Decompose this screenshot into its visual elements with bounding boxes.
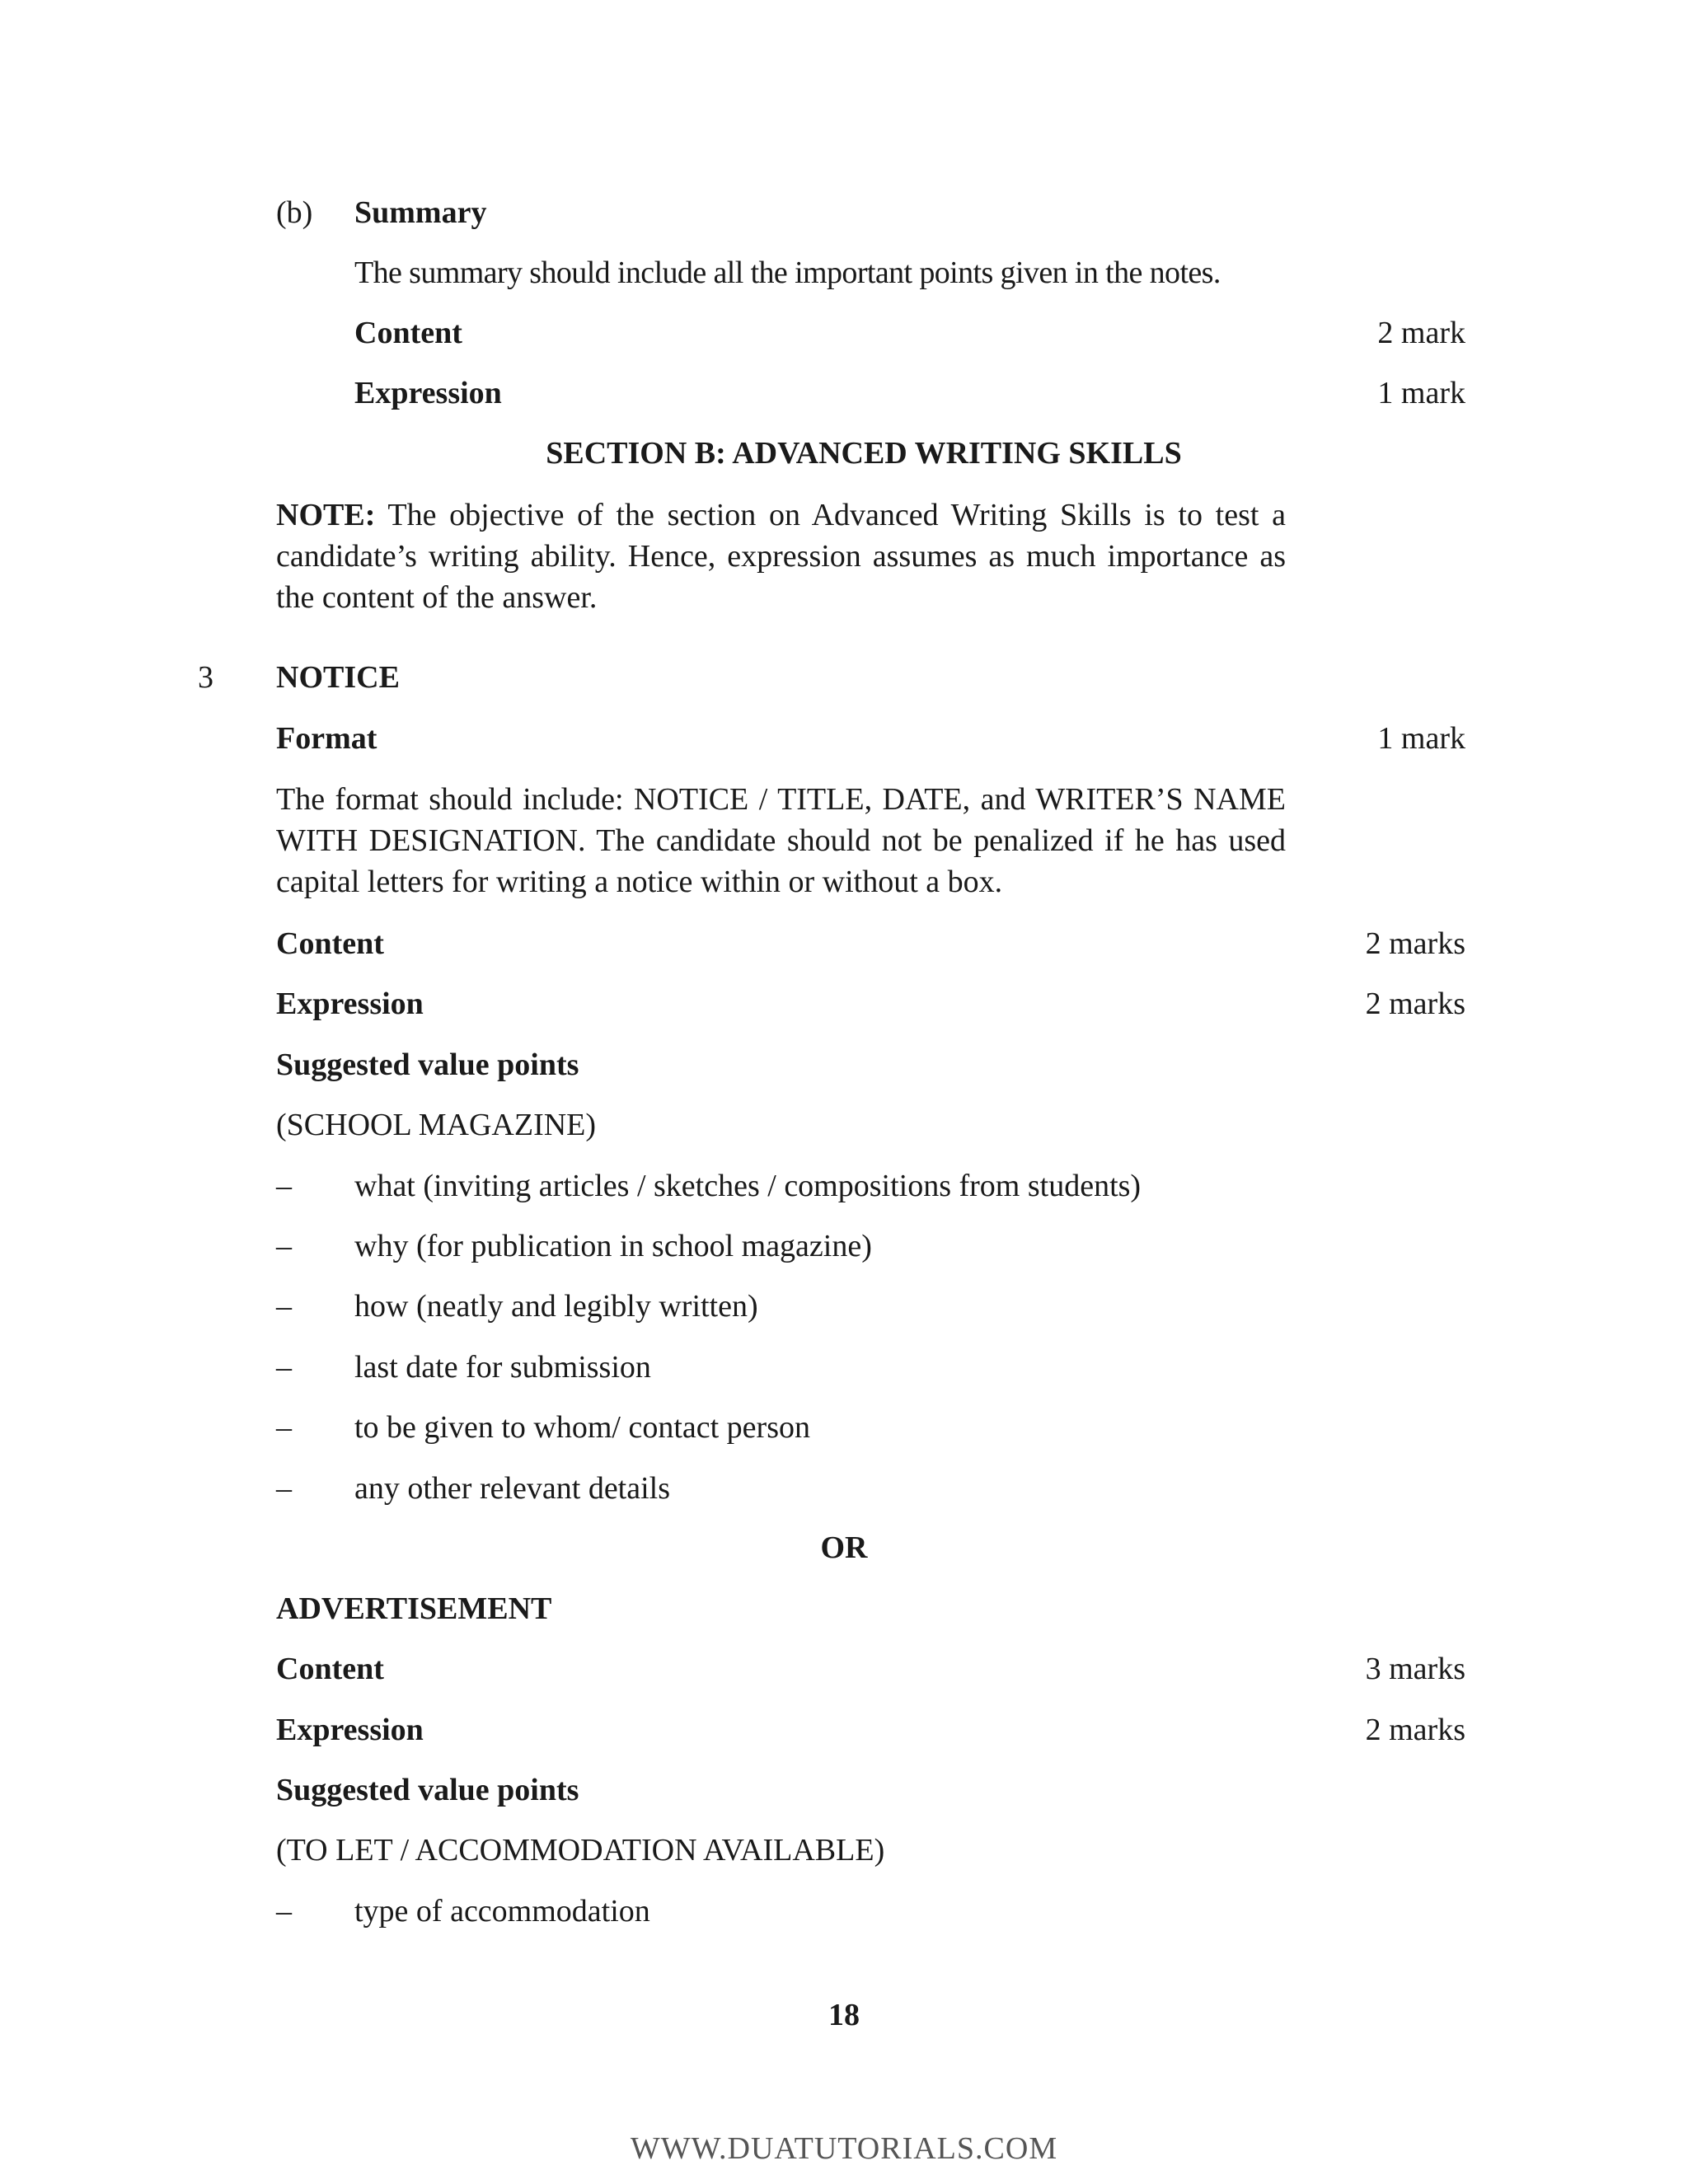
notice-expression-label: Expression bbox=[276, 987, 424, 1021]
section-b-note bbox=[276, 494, 1286, 618]
list-dash: – bbox=[276, 1471, 292, 1506]
notice-content-marks: 2 marks bbox=[1365, 926, 1465, 961]
summary-heading: Summary bbox=[354, 195, 487, 230]
or-separator: OR bbox=[820, 1530, 868, 1565]
notice-suggested-label: Suggested value points bbox=[276, 1047, 579, 1082]
note-label: NOTE: bbox=[276, 498, 376, 532]
list-dash: – bbox=[276, 1169, 292, 1203]
page-number: 18 bbox=[828, 1998, 860, 2032]
advertisement-suggested-label: Suggested value points bbox=[276, 1773, 579, 1807]
list-dash: – bbox=[276, 1894, 292, 1929]
list-item: last date for submission bbox=[354, 1350, 651, 1385]
list-item: what (inviting articles / sketches / compositions from students) bbox=[354, 1169, 1142, 1203]
list-item: to be given to whom/ contact person bbox=[354, 1410, 810, 1445]
notice-expression-marks: 2 marks bbox=[1365, 987, 1465, 1021]
summary-intro: The summary should include all the important points given in the notes. bbox=[354, 255, 1221, 290]
summary-expression-label: Expression bbox=[354, 376, 502, 410]
advertisement-expression-label: Expression bbox=[276, 1713, 424, 1747]
list-dash: – bbox=[276, 1289, 292, 1324]
list-dash: – bbox=[276, 1410, 292, 1445]
summary-content-label: Content bbox=[354, 316, 462, 350]
list-item: any other relevant details bbox=[354, 1471, 671, 1506]
list-dash: – bbox=[276, 1229, 292, 1263]
notice-format-marks: 1 mark bbox=[1377, 721, 1465, 756]
advertisement-topic: (TO LET / ACCOMMODATION AVAILABLE) bbox=[276, 1833, 885, 1868]
notice-topic: (SCHOOL MAGAZINE) bbox=[276, 1108, 597, 1142]
advertisement-content-marks: 3 marks bbox=[1365, 1652, 1465, 1686]
summary-content-marks: 2 mark bbox=[1377, 316, 1465, 350]
notice-content-label: Content bbox=[276, 926, 384, 961]
section-b-title: SECTION B: ADVANCED WRITING SKILLS bbox=[546, 436, 1182, 471]
note-text: The objective of the section on Advanced Writing Skills is to test a candidate’s writing ability. Hence, expression assumes as much importance as the content of the answer. bbox=[276, 498, 1286, 615]
list-item: type of accommodation bbox=[354, 1894, 650, 1929]
notice-heading: NOTICE bbox=[276, 660, 400, 695]
list-item: why (for publication in school magazine) bbox=[354, 1229, 872, 1263]
notice-format-paragraph: The format should include: NOTICE / TITLE, DATE, and WRITER’S NAME WITH DESIGNATION. The candidate should not be penalized if he has used capital letters for writing a notice within or without a box. bbox=[276, 782, 1286, 899]
advertisement-content-label: Content bbox=[276, 1652, 384, 1686]
notice-format-label: Format bbox=[276, 721, 377, 756]
part-b-label: (b) bbox=[276, 195, 313, 230]
website-footer: WWW.DUATUTORIALS.COM bbox=[630, 2131, 1058, 2166]
question-number: 3 bbox=[198, 660, 213, 695]
summary-expression-marks: 1 mark bbox=[1377, 376, 1465, 410]
advertisement-heading: ADVERTISEMENT bbox=[276, 1591, 552, 1626]
list-dash: – bbox=[276, 1350, 292, 1385]
notice-format-text bbox=[276, 779, 1286, 902]
advertisement-expression-marks: 2 marks bbox=[1365, 1713, 1465, 1747]
list-item: how (neatly and legibly written) bbox=[354, 1289, 758, 1324]
